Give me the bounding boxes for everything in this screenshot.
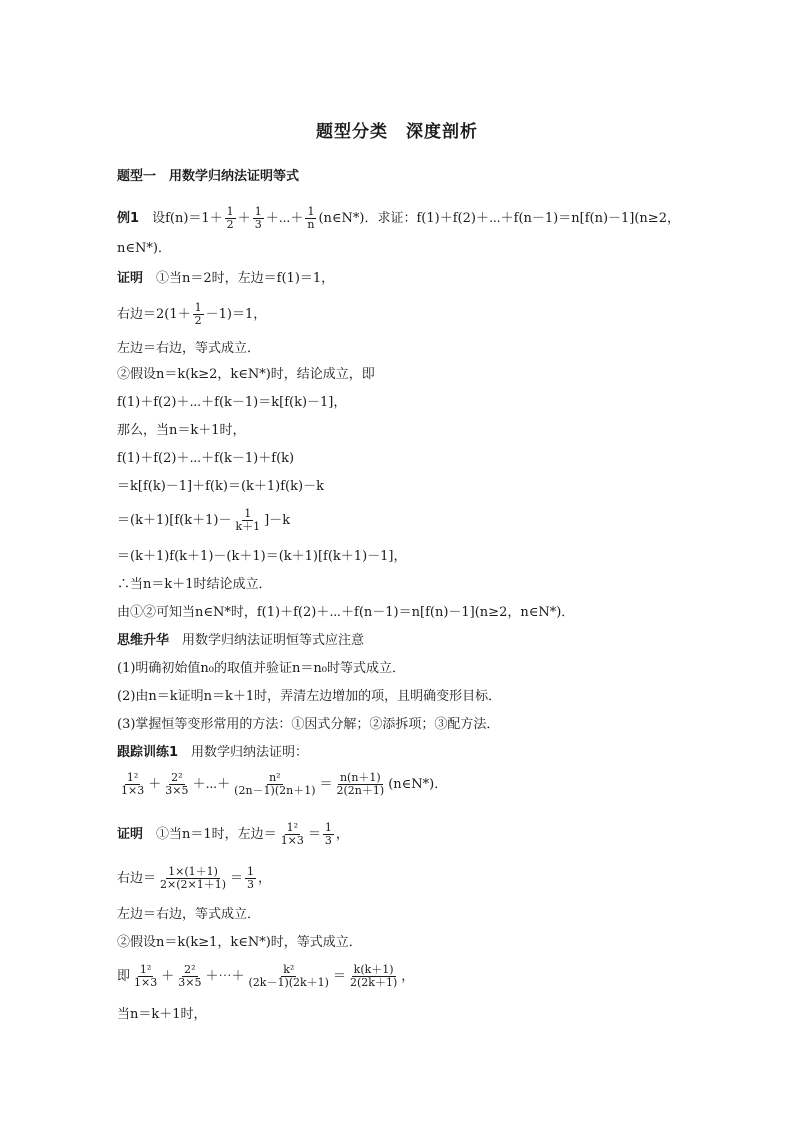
example-label: 例1 — [117, 211, 140, 226]
proof-label: 证明 — [117, 827, 144, 842]
proof-line: 证明 ①当n＝2时，左边＝f(1)＝1， — [117, 271, 335, 286]
page-title: 题型分类 深度剖析 — [316, 122, 478, 142]
fraction: $\frac{1}{3}$ — [254, 205, 262, 231]
proof-line: ②假设n＝k(k≥2，k∈N*)时，结论成立，即 — [117, 367, 375, 382]
proof-line: 证明 ①当n＝1时，左边＝ $\frac{\text{1²}}{1\times 3}$ ＝ $\frac{1}{3}$ ， — [117, 821, 349, 847]
proof-line: 右边＝2(1＋ $\frac{1}{2}$ －1)＝1， — [117, 301, 267, 327]
proof-line: 那么，当n＝k＋1时， — [117, 423, 246, 438]
fraction: $\frac{\text{n²}}{(2n-1)(2n+1)}$ — [234, 771, 316, 797]
proof-line: ＝(k＋1)[f(k＋1)－ $\frac{1}{k+1}$ ]－k — [117, 507, 291, 533]
fraction: $\frac{1}{2}$ — [226, 205, 234, 231]
proof-line: ②假设n＝k(k≥1，k∈N*)时，等式成立． — [117, 935, 362, 950]
practice-equation: $\frac{\text{1²}}{1\times 3}$ ＋ $\frac{\text{2²}}{3\times 5}$ ＋⋯＋ $\frac{\text{n²}}{(2n-1)(2n+1)}$ ＝ $\frac{n(n+1)}{2(2n+1)}$ (n∈N*)． — [121, 771, 448, 797]
proof-line: 即 $\frac{\text{1²}}{1\times 3}$ ＋ $\frac{\text{2²}}{3\times 5}$ ＋⋯＋ $\frac{\text{k²}}{(2k-1)(2k+1)}$ ＝ $\frac{k(k+1)}{2(2k+1)}$ ， — [117, 963, 415, 989]
proof-line: 由①②可知当n∈N*时，f(1)＋f(2)＋⋯＋f(n－1)＝n[f(n)－1](n≥2，n∈N*)． — [117, 605, 575, 620]
proof-line: 左边＝右边，等式成立． — [117, 341, 261, 356]
insight-point: (1)明确初始值n₀的取值并验证n＝n₀时等式成立． — [117, 661, 405, 676]
proof-line: ＝k[f(k)－1]＋f(k)＝(k＋1)f(k)－k — [117, 479, 324, 494]
proof-line: f(1)＋f(2)＋⋯＋f(k－1)＋f(k) — [117, 451, 295, 466]
proof-line: 当n＝k＋1时， — [117, 1007, 207, 1022]
practice-heading: 跟踪训练1 用数学归纳法证明： — [117, 745, 309, 760]
fraction: $\frac{1}{3}$ — [324, 821, 332, 847]
proof-line: 左边＝右边，等式成立． — [117, 907, 261, 922]
fraction: $\frac{\text{k²}}{(2k-1)(2k+1)}$ — [248, 963, 329, 989]
fraction: $\frac{\text{1²}}{1\times 3}$ — [121, 771, 145, 797]
insight-point: (3)掌握恒等变形常用的方法：①因式分解；②添拆项；③配方法． — [117, 717, 500, 732]
proof-line: ＝(k＋1)f(k＋1)－(k＋1)＝(k＋1)[f(k＋1)－1]， — [117, 549, 407, 564]
example-statement: 例1 设f(n)＝1＋ $\frac{1}{2}$ ＋ $\frac{1}{3}$ ＋⋯＋ $\frac{1}{n}$ (n∈N*)．求证：f(1)＋f(2)＋⋯＋f(n－1)＝n[f(n)－1](n≥2， — [117, 205, 680, 231]
practice-label: 跟踪训练1 — [117, 745, 179, 760]
insight-heading: 思维升华 用数学归纳法证明恒等式应注意 — [117, 633, 365, 648]
fraction: $\frac{1}{n}$ — [307, 205, 315, 231]
example-statement-cont: n∈N*)． — [117, 241, 171, 256]
fraction: $\frac{\text{1²}}{1\times 3}$ — [134, 963, 158, 989]
section-heading: 题型一 用数学归纳法证明等式 — [117, 169, 300, 184]
fraction: $\frac{\text{1²}}{1\times 3}$ — [280, 821, 304, 847]
fraction: $\frac{\text{2²}}{3\times 5}$ — [178, 963, 202, 989]
insight-label: 思维升华 — [117, 633, 170, 648]
fraction: $\frac{1}{2}$ — [194, 301, 202, 327]
example-text: 设f(n)＝1＋ — [152, 211, 223, 226]
insight-point: (2)由n＝k证明n＝k＋1时，弄清左边增加的项，且明确变形目标． — [117, 689, 502, 704]
fraction: $\frac{\text{2²}}{3\times 5}$ — [165, 771, 189, 797]
proof-line: ∴当n＝k＋1时结论成立． — [117, 577, 272, 592]
fraction: $\frac{1\times(1+1)}{2\times(2\times 1+1)}$ — [160, 865, 227, 891]
fraction: $\frac{n(n+1)}{2(2n+1)}$ — [336, 771, 385, 797]
fraction: $\frac{1}{3}$ — [247, 865, 255, 891]
fraction: $\frac{1}{k+1}$ — [235, 507, 261, 533]
fraction: $\frac{k(k+1)}{2(2k+1)}$ — [350, 963, 398, 989]
proof-line: 右边＝ $\frac{1\times(1+1)}{2\times(2\times 1+1)}$ ＝ $\frac{1}{3}$ ， — [117, 865, 272, 891]
proof-label: 证明 — [117, 271, 144, 286]
proof-line: f(1)＋f(2)＋⋯＋f(k－1)＝k[f(k)－1]， — [117, 395, 347, 410]
